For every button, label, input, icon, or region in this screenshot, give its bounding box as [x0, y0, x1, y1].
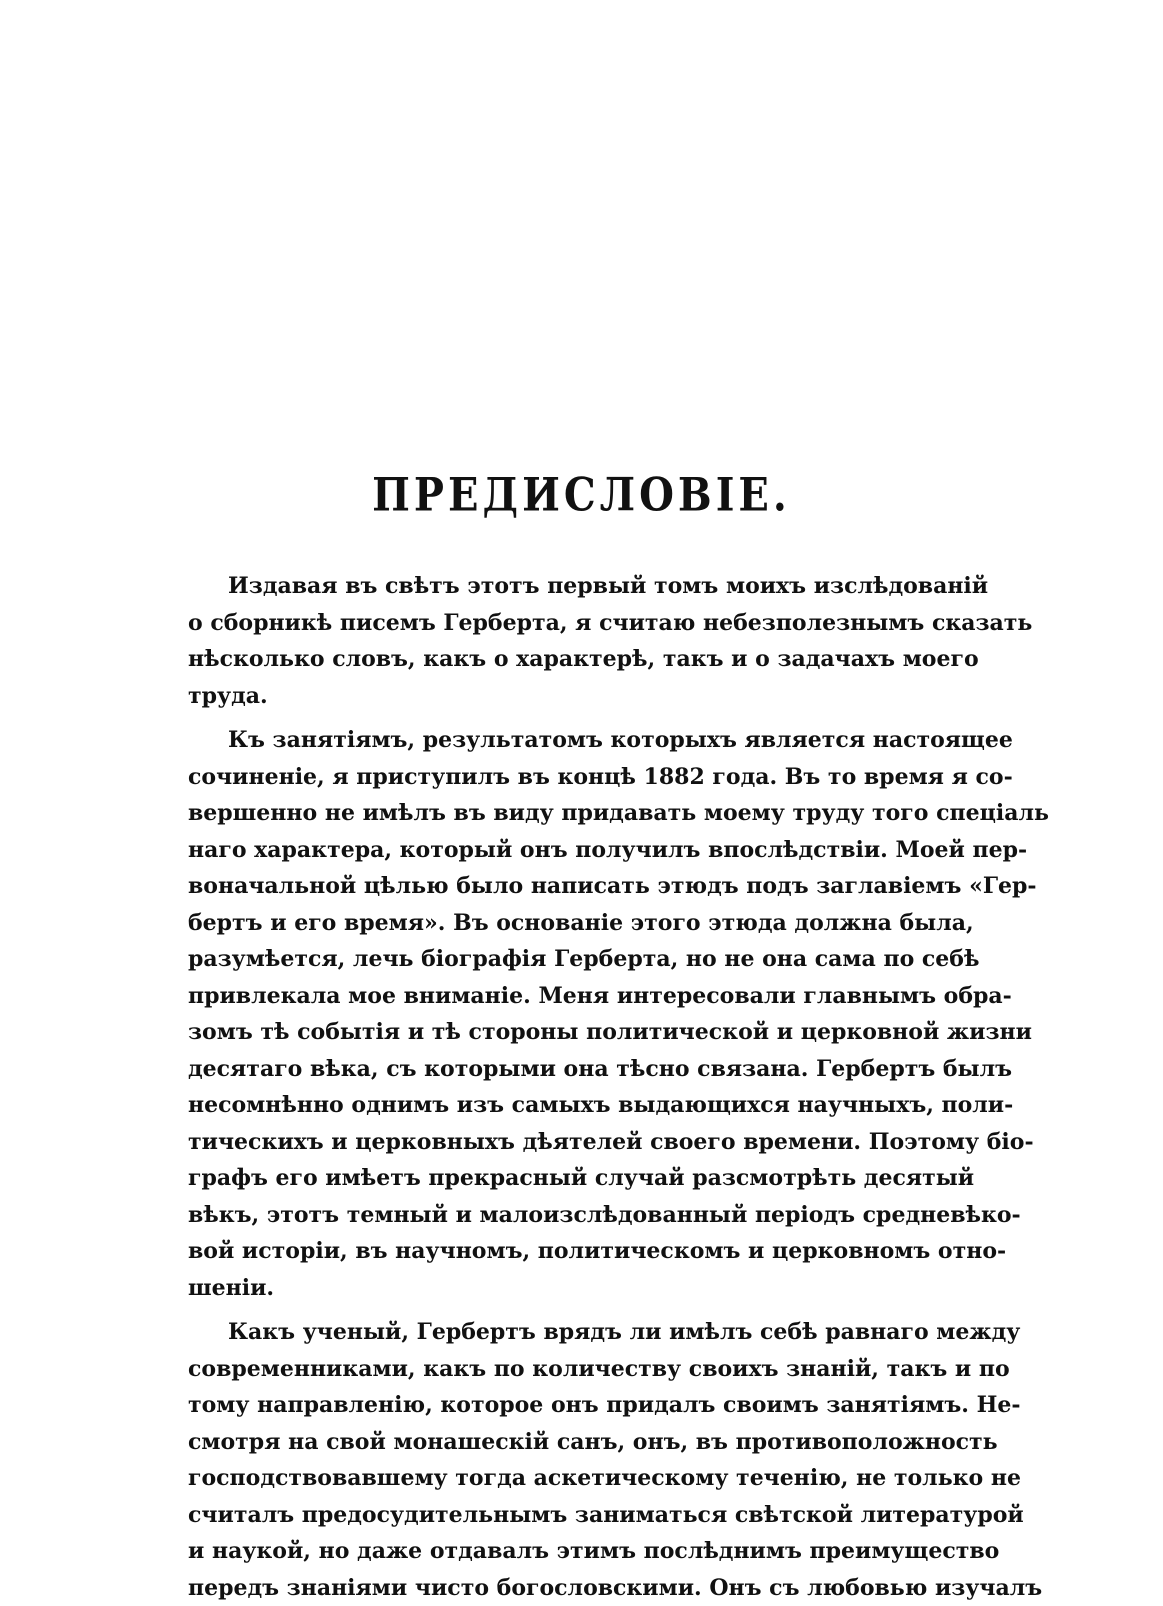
text-line: передъ знанiями чисто богословскими. Онъ съ любовью изучалъ [188, 1570, 953, 1606]
text-line: сочиненiе, я приступилъ въ концѣ 1882 года. Въ то время я со- [188, 759, 953, 796]
text-line: привлекала мое вниманiе. Меня интересовали главнымъ обра- [188, 978, 953, 1015]
text-line: тическихъ и церковныхъ дѣятелей своего времени. Поэтому бiо- [188, 1124, 953, 1161]
text-line: вой исторiи, въ научномъ, политическомъ и церковномъ отно- [188, 1233, 953, 1270]
text-line: и наукой, но даже отдавалъ этимъ послѣднимъ преимущество [188, 1533, 953, 1570]
text-line: Какъ ученый, Гербертъ врядъ ли имѣлъ себѣ равнаго между [188, 1314, 953, 1351]
text-line: несомнѣнно однимъ изъ самыхъ выдающихся научныхъ, поли- [188, 1087, 953, 1124]
text-line: труда. [188, 678, 953, 715]
text-line: Къ занятiямъ, результатомъ которыхъ является настоящее [188, 722, 953, 759]
text-line: смотря на свой монашескiй санъ, онъ, въ противоположность [188, 1424, 953, 1461]
text-line: десятаго вѣка, съ которыми она тѣсно связана. Гербертъ былъ [188, 1051, 953, 1088]
text-line: вѣкъ, этотъ темный и малоизслѣдованный перiодъ средневѣко- [188, 1197, 953, 1234]
paragraph-1 [188, 568, 953, 714]
paragraph-2 [188, 722, 953, 1306]
body-text [188, 568, 953, 1606]
text-line: наго характера, который онъ получилъ впослѣдствiи. Моей пер- [188, 832, 953, 869]
text-line: о сборникѣ писемъ Герберта, я считаю небезполезнымъ сказать [188, 605, 953, 642]
text-line: графъ его имѣетъ прекрасный случай разсмотрѣть десятый [188, 1160, 953, 1197]
text-line: разумѣется, лечь бiографiя Герберта, но не она сама по себѣ [188, 941, 953, 978]
text-line: нѣсколько словъ, какъ о характерѣ, такъ и о задачахъ моего [188, 641, 953, 678]
text-line: считалъ предосудительнымъ заниматься свѣтской литературой [188, 1497, 953, 1534]
text-line: Издавая въ свѣтъ этотъ первый томъ моихъ изслѣдованій [188, 568, 953, 605]
text-line: тому направленiю, которое онъ придалъ своимъ занятiямъ. Не- [188, 1387, 953, 1424]
text-line: шенiи. [188, 1270, 953, 1307]
text-line: бертъ и его время». Въ основанiе этого этюда должна была, [188, 905, 953, 942]
paragraph-3 [188, 1314, 953, 1606]
page-title: ПРЕДИСЛОВIЕ. [0, 468, 1163, 522]
text-line: зомъ тѣ событiя и тѣ стороны политической и церковной жизни [188, 1014, 953, 1051]
text-line: господствовавшему тогда аскетическому теченiю, не только не [188, 1460, 953, 1497]
text-line: воначальной цѣлью было написать этюдъ подъ заглавiемъ «Гер- [188, 868, 953, 905]
text-line: современниками, какъ по количеству своихъ знанiй, такъ и по [188, 1351, 953, 1388]
text-line: вершенно не имѣлъ въ виду придавать моему труду того спецiаль [188, 795, 953, 832]
